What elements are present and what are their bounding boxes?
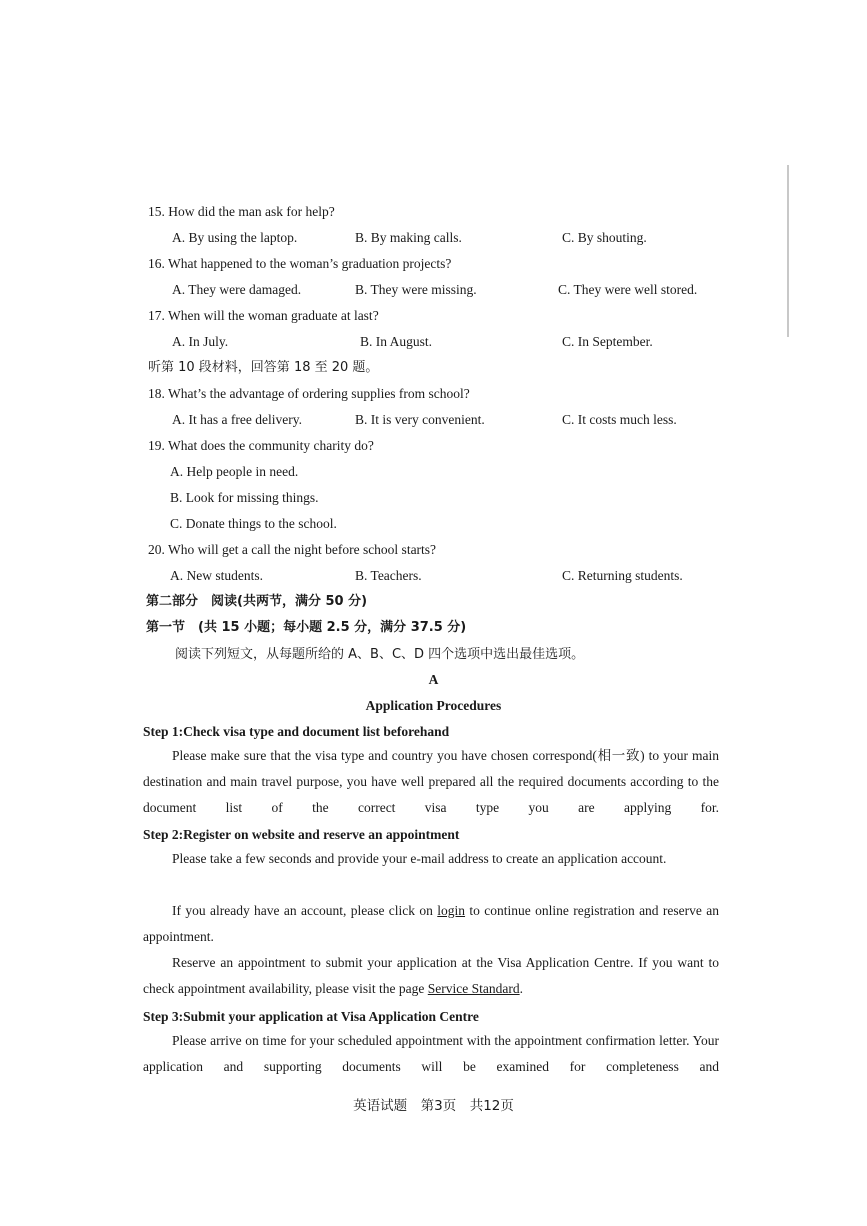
passage-letter: A [428, 672, 439, 687]
q18-option-b: B. It is very convenient. [355, 412, 485, 427]
q17-option-a: A. In July. [172, 334, 229, 349]
q17-option-b: B. In August. [360, 334, 433, 349]
q19-option-c: C. Donate things to the school. [170, 516, 337, 531]
q15-option-a: A. By using the laptop. [172, 230, 298, 245]
question-17: 17. When will the woman graduate at last? [148, 308, 379, 323]
passage-title: Application Procedures [365, 698, 502, 713]
step2-p3-text-after: . [519, 981, 523, 996]
question-18: 18. What’s the advantage of ordering supplies from school? [148, 386, 470, 401]
q18-option-a: A. It has a free delivery. [172, 412, 302, 427]
step2-p2-text-after: to continue online registration and reserve an appointment. [143, 903, 719, 944]
q18-option-c: C. It costs much less. [562, 412, 677, 427]
login-link[interactable]: login [437, 903, 466, 918]
q20-option-a: A. New students. [170, 568, 263, 583]
q16-option-a: A. They were damaged. [172, 282, 302, 297]
q15-option-b: B. By making calls. [355, 230, 462, 245]
step2-paragraph-2 [143, 898, 719, 950]
step2-paragraph-3 [143, 950, 719, 1002]
reading-instruction: 阅读下列短文，从每题所给的 A、B、C、D 四个选项中选出最佳选项。 [175, 647, 585, 662]
listening-instruction-10: 听第 10 段材料，回答第 18 至 20 题。 [148, 360, 379, 375]
q16-option-c: C. They were well stored. [558, 282, 698, 297]
step2-p2-text-before: If you already have an account, please click on [172, 903, 438, 918]
step3-heading: Step 3:Submit your application at Visa Application Centre [143, 1009, 479, 1024]
part-two-heading: 第二部分 阅读(共两节，满分 50 分) [146, 594, 368, 609]
question-16: 16. What happened to the woman’s graduation projects? [148, 256, 452, 271]
step2-paragraph-1: Please take a few seconds and provide your e-mail address to create an application account. [172, 851, 667, 866]
step1-paragraph: Please make sure that the visa type and country you have chosen correspond(相一致) to your main destination and main travel purpose, you have well prepared all the required documents according to the document list of the correct visa type you are applying for. [143, 748, 719, 815]
page-footer: 英语试题 第3页 共12页 [353, 1098, 514, 1114]
scan-artifact-line [787, 165, 789, 337]
q20-option-b: B. Teachers. [355, 568, 422, 583]
q19-option-a: A. Help people in need. [170, 464, 299, 479]
question-19: 19. What does the community charity do? [148, 438, 374, 453]
section-one-heading: 第一节 (共 15 小题；每小题 2.5 分，满分 37.5 分) [146, 620, 467, 635]
service-standard-link[interactable]: Service Standard [427, 981, 520, 996]
question-15: 15. How did the man ask for help? [148, 204, 335, 219]
step2-heading: Step 2:Register on website and reserve an appointment [143, 827, 460, 842]
step1-heading: Step 1:Check visa type and document list beforehand [143, 724, 450, 739]
q16-option-b: B. They were missing. [355, 282, 477, 297]
q17-option-c: C. In September. [562, 334, 653, 349]
step3-paragraph: Please arrive on time for your scheduled appointment with the appointment confirmation letter. Your application and supporting documents will be examined for completeness and [143, 1033, 719, 1074]
q19-option-b: B. Look for missing things. [170, 490, 319, 505]
q15-option-c: C. By shouting. [562, 230, 647, 245]
question-20: 20. Who will get a call the night before school starts? [148, 542, 437, 557]
q20-option-c: C. Returning students. [562, 568, 683, 583]
step2-p3-text-before: Reserve an appointment to submit your application at the Visa Application Centre. If you want to check appointment availability, please visit the page [143, 955, 719, 996]
